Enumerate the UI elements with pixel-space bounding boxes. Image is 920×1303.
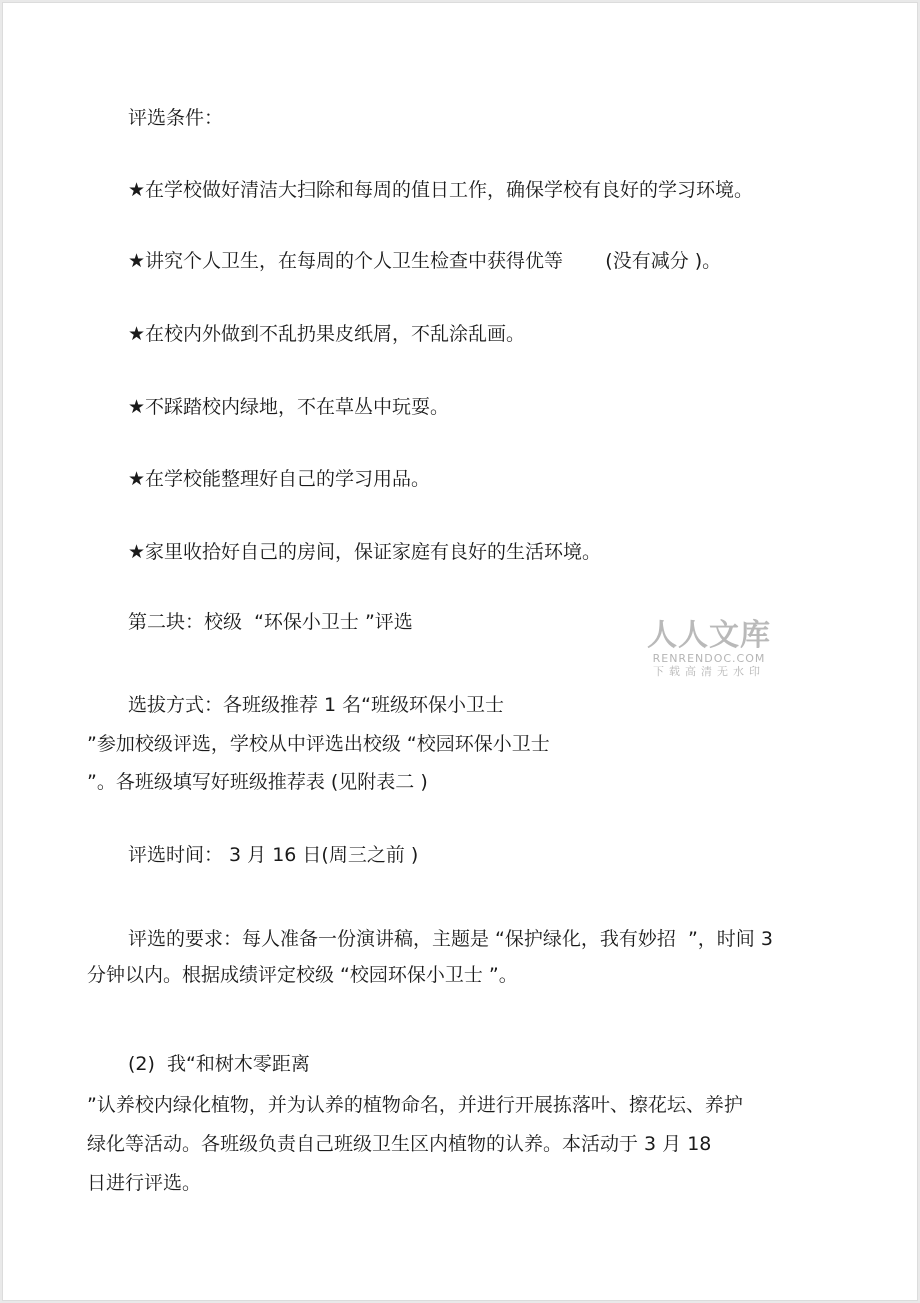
criteria-item: ★在校内外做到不乱扔果皮纸屑，不乱涂乱画。 [128, 323, 526, 345]
criteria-item: ★在学校能整理好自己的学习用品。 [128, 468, 431, 490]
watermark-domain: RENRENDOC.COM [652, 652, 766, 665]
paragraph-line: 评选的要求：每人准备一份演讲稿，主题是 “保护绿化，我有妙招 ”，时间 3 [128, 928, 773, 950]
paragraph-line: 选拔方式：各班级推荐 1 名“班级环保小卫士 [128, 694, 505, 716]
criteria-heading: 评选条件： [128, 107, 224, 129]
paragraph-line: 日进行评选。 [87, 1172, 202, 1194]
paragraph-line: 评选时间： 3 月 16 日(周三之前 ) [128, 844, 419, 866]
paragraph-line: (2) 我“和树木零距离 [128, 1053, 310, 1075]
criteria-item: ★家里收拾好自己的房间，保证家庭有良好的生活环境。 [128, 541, 602, 563]
criteria-item: ★不踩踏校内绿地，不在草丛中玩耍。 [128, 396, 450, 418]
paragraph-line: ”参加校级评选，学校从中评选出校级 “校园环保小卫士 [87, 733, 550, 755]
section-heading: 第二块：校级 “环保小卫士 ”评选 [128, 611, 413, 633]
paragraph-line: 分钟以内。根据成绩评定校级 “校园环保小卫士 ”。 [87, 964, 518, 986]
watermark-logo [645, 620, 773, 679]
criteria-item: ★在学校做好清洁大扫除和每周的值日工作，确保学校有良好的学习环境。 [128, 179, 754, 201]
document-page [2, 2, 918, 1301]
paragraph-line: ”。各班级填写好班级推荐表 (见附表二 ) [87, 771, 428, 793]
paragraph-line: ”认养校内绿化植物，并为认养的植物命名，并进行开展拣落叶、擦花坛、养护 [87, 1094, 743, 1116]
criteria-item: ★讲究个人卫生，在每周的个人卫生检查中获得优等 (没有减分 )。 [128, 250, 722, 272]
watermark-title: 人人文库 [647, 618, 771, 653]
watermark-slogan: 下载高清无水印 [653, 665, 765, 678]
paragraph-line: 绿化等活动。各班级负责自己班级卫生区内植物的认养。本活动于 3 月 18 [87, 1133, 712, 1155]
